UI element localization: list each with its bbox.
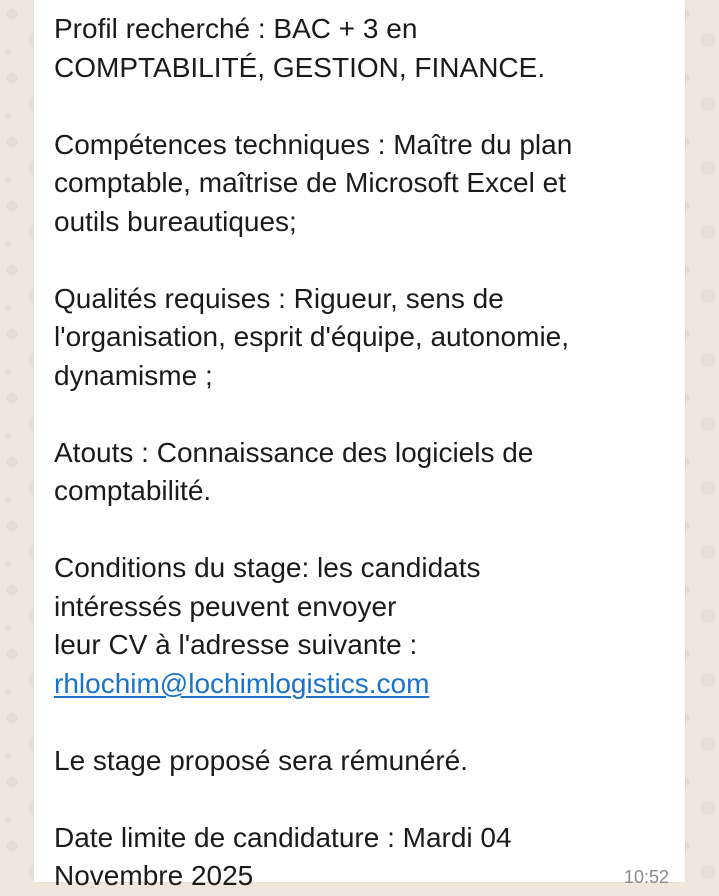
message-line: Novembre 2025 bbox=[54, 860, 254, 891]
message-timestamp: 10:52 bbox=[623, 867, 669, 887]
message-line: Conditions du stage: les candidats bbox=[54, 552, 481, 583]
email-link[interactable]: rhlochim@lochimlogistics.com bbox=[54, 667, 430, 699]
message-line: outils bureautiques; bbox=[54, 205, 297, 237]
message-line: leur CV à l'adresse suivante : bbox=[54, 629, 418, 660]
message-line: dynamisme ; bbox=[54, 359, 213, 391]
message-line: Date limite de candidature : Mardi 04 bbox=[54, 821, 512, 853]
message-line: intéressés peuvent envoyer bbox=[54, 590, 397, 622]
message-line: comptabilité. bbox=[54, 475, 212, 506]
message-line: Profil recherché : BAC + 3 en bbox=[54, 13, 418, 44]
message-line: l'organisation, esprit d'équipe, autonomie, bbox=[54, 321, 570, 352]
message-line: Compétences techniques : Maître du plan bbox=[54, 128, 573, 160]
message-line: Le stage proposé sera rémunéré. bbox=[54, 744, 469, 776]
message-line: Qualités requises : Rigueur, sens de bbox=[54, 282, 504, 314]
message-bubble[interactable] bbox=[34, 0, 685, 891]
message-line: Atouts : Connaissance des logiciels de bbox=[54, 436, 534, 468]
message-text bbox=[54, 10, 666, 896]
message-line: comptable, maîtrise de Microsoft Excel et bbox=[54, 167, 566, 198]
message-line: COMPTABILITÉ, GESTION, FINANCE. bbox=[54, 51, 546, 83]
